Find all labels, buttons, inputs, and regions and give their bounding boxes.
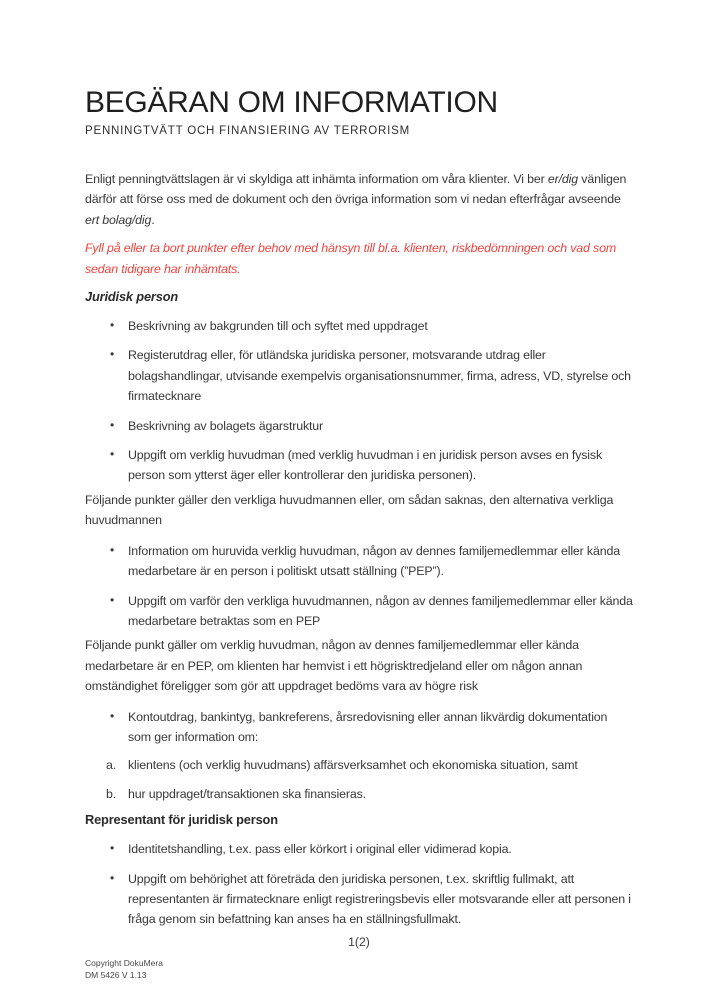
bullet-item (85, 591, 633, 632)
bullet-text: Kontoutdrag, bankintyg, bankreferens, årsredovisning eller annan likvärdig dokumentation som ger information om: (128, 709, 608, 744)
bullet-item (85, 541, 633, 582)
intro-text-3: . (151, 212, 155, 227)
bullet-item (85, 869, 633, 930)
letter-marker: a. (106, 758, 117, 773)
bullet-item (85, 839, 633, 859)
bullet-text: Uppgift om verklig huvudman (med verklig huvudman i en juridisk person avses en fysisk person som ytterst äger eller kontrollerar den juridiska personen). (128, 448, 602, 483)
section-intro-verklig-huvudman: Följande punkter gäller den verkliga huvudmannen eller, om sådan saknas, den alternativa verkliga huvudmannen (85, 492, 614, 528)
footer-copyright: Copyright DokuMera (85, 958, 163, 969)
bullet-list-hogre-risk (85, 707, 633, 748)
bullet-marker-icon: • (110, 708, 115, 723)
bullet-text: Identitetshandling, t.ex. pass eller körkort i original eller vidimerad kopia. (128, 842, 512, 857)
bullet-item (85, 416, 633, 436)
bullet-marker-icon: • (110, 542, 115, 557)
intro-paragraph (85, 169, 633, 230)
page-number: 1(2) (348, 934, 370, 949)
bullet-item (85, 345, 633, 406)
bullet-marker-icon: • (110, 447, 115, 462)
bullet-list-verklig-huvudman (85, 541, 633, 632)
lettered-text: hur uppdraget/transaktionen ska finansieras. (128, 786, 366, 801)
letter-marker: b. (106, 786, 117, 801)
bullet-marker-icon: • (110, 318, 115, 333)
bullet-marker-icon: • (110, 870, 115, 885)
lettered-item-b (85, 784, 633, 804)
bullet-text: Beskrivning av bakgrunden till och syftet med uppdraget (128, 319, 428, 334)
lettered-text: klientens (och verklig huvudmans) affärsverksamhet och ekonomiska situation, samt (128, 758, 578, 773)
bullet-marker-icon: • (110, 592, 115, 607)
lettered-list-hogre-risk (85, 755, 633, 804)
bullet-list-representant (85, 839, 633, 930)
page-title: BEGÄRAN OM INFORMATION (85, 86, 498, 119)
intro-text-1: Enligt penningtvättslagen är vi skyldiga att inhämta information om våra klienter. Vi ber (85, 172, 548, 186)
page-subtitle: PENNINGTVÄTT OCH FINANSIERING AV TERRORISM (85, 125, 410, 137)
intro-text-2: vänligen därför att förse oss med de dokument och den övriga information som vi nedan efterfrågar avseende (85, 172, 627, 207)
bullet-marker-icon: • (110, 417, 115, 432)
red-instruction-note: Fyll på eller ta bort punkter efter behov med hänsyn till bl.a. klienten, riskbedömningen och vad som sedan tidigare har inhämtats. (85, 241, 617, 276)
bullet-text: Uppgift om varför den verkliga huvudmannen, någon av dennes familjemedlemmar eller kända medarbetare betraktas som en PEP (128, 593, 633, 628)
bullet-item (85, 707, 633, 748)
bullet-text: Registerutdrag eller, för utländska juridiska personer, motsvarande utdrag eller bolagshandlingar, utvisande exempelvis organisationsnummer, firma, adress, VD, styrelse och firmatecknare (128, 348, 631, 404)
bullet-text: Information om huruvida verklig huvudman, någon av dennes familjemedlemmar eller kända medarbetare är en person i politiskt utsatt ställning (”PEP”). (128, 543, 620, 579)
bullet-text: Beskrivning av bolagets ägarstruktur (128, 418, 324, 433)
intro-italic-1: er/dig (547, 172, 578, 186)
footer-doc-id: DM 5426 V 1.13 (85, 969, 147, 980)
document-footer (85, 958, 633, 981)
bullet-marker-icon: • (110, 841, 115, 856)
bullet-list-juridisk-person (85, 316, 633, 486)
bullet-item (85, 445, 633, 486)
lettered-item-a (85, 755, 633, 775)
intro-italic-2: ert bolag/dig (85, 212, 152, 227)
bullet-text: Uppgift om behörighet att företräda den juridiska personen, t.ex. skriftlig fullmakt, att representanten är firmatecknare enligt registreringsbevis eller motsvarande eller att personen i fråga genom sin befattning kan anses ha en ställningsfullmakt. (128, 871, 631, 927)
bullet-marker-icon: • (110, 347, 115, 362)
section-heading-juridisk-person: Juridisk person (85, 289, 179, 305)
section-intro-hogre-risk: Följande punkt gäller om verklig huvudman, någon av dennes familjemedlemmar eller kända medarbetare är en PEP, om klienten har hemvist i ett högrisktredjeland eller om någon annan omständighet föreligger som gör att uppdraget bedöms vara av högre risk (85, 638, 583, 694)
bullet-item (85, 316, 633, 336)
section-heading-representant: Representant för juridisk person (85, 812, 278, 828)
document-body (85, 169, 633, 981)
